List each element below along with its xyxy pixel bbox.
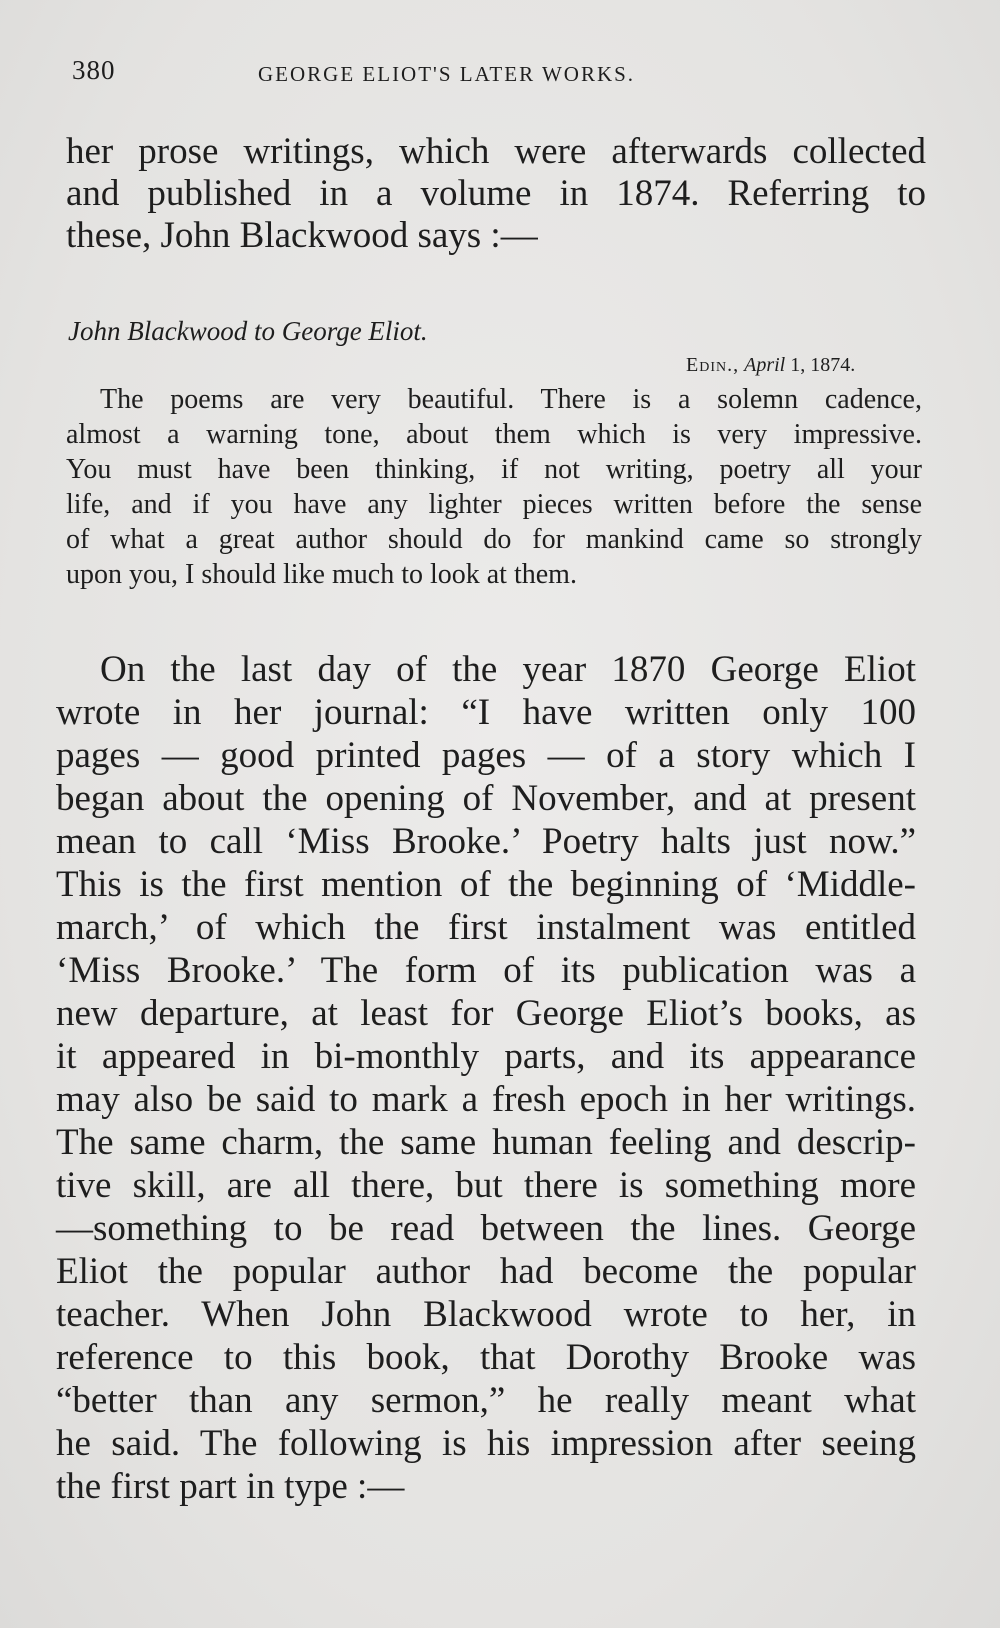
main-line: reference to this book, that Dorothy Brooke was — [56, 1337, 916, 1378]
page-number: 380 — [72, 55, 116, 85]
main-line: tive skill, are all there, but there is something more — [56, 1165, 916, 1206]
main-line: may also be said to mark a fresh epoch in her writings. — [56, 1079, 916, 1120]
letter-line: upon you, I should like much to look at them. — [66, 559, 577, 590]
letter-date-month: April — [744, 354, 786, 376]
letter-date-place: Edin., — [686, 354, 740, 376]
main-line: “better than any sermon,” he really meant what — [56, 1380, 916, 1421]
letter-line: of what a great author should do for mankind came so strongly — [66, 524, 922, 555]
main-line: march,’ of which the first instalment was entitled — [56, 907, 916, 948]
main-line: mean to call ‘Miss Brooke.’ Poetry halts just now.” — [56, 821, 916, 862]
main-line: began about the opening of November, and at present — [56, 778, 916, 819]
letter-line: life, and if you have any lighter pieces written before the sense — [66, 489, 922, 520]
intro-line: her prose writings, which were afterwards collected — [66, 131, 926, 172]
intro-line: these, John Blackwood says :— — [66, 215, 538, 256]
main-line: On the last day of the year 1870 George Eliot — [100, 649, 916, 690]
running-title: GEORGE ELIOT'S LATER WORKS. — [258, 62, 636, 86]
main-line: ‘Miss Brooke.’ The form of its publication was a — [56, 950, 916, 991]
main-line: new departure, at least for George Eliot’s books, as — [56, 993, 916, 1034]
letter-line: almost a warning tone, about them which is very impressive. — [66, 419, 922, 450]
main-line: —something to be read between the lines. George — [56, 1208, 916, 1249]
main-line: Eliot the popular author had become the popular — [56, 1251, 916, 1292]
letter-line: You must have been thinking, if not writing, poetry all your — [66, 454, 922, 485]
main-line: This is the first mention of the beginning of ‘Middle- — [56, 864, 916, 905]
main-line: he said. The following is his impression after seeing — [56, 1423, 916, 1464]
letter-line: The poems are very beautiful. There is a solemn cadence, — [100, 384, 922, 415]
main-line: it appeared in bi-monthly parts, and its appearance — [56, 1036, 916, 1077]
main-line: pages — good printed pages — of a story which I — [56, 735, 916, 776]
main-line: the first part in type :— — [56, 1466, 405, 1507]
main-line: The same charm, the same human feeling and descrip- — [56, 1122, 916, 1163]
letter-heading: John Blackwood to George Eliot. — [68, 316, 428, 346]
intro-line: and published in a volume in 1874. Referring to — [66, 173, 926, 214]
letter-date — [686, 354, 855, 377]
letter-date-rest: 1, 1874. — [790, 354, 856, 376]
main-line: teacher. When John Blackwood wrote to her, in — [56, 1294, 916, 1335]
main-line: wrote in her journal: “I have written only 100 — [56, 692, 916, 733]
